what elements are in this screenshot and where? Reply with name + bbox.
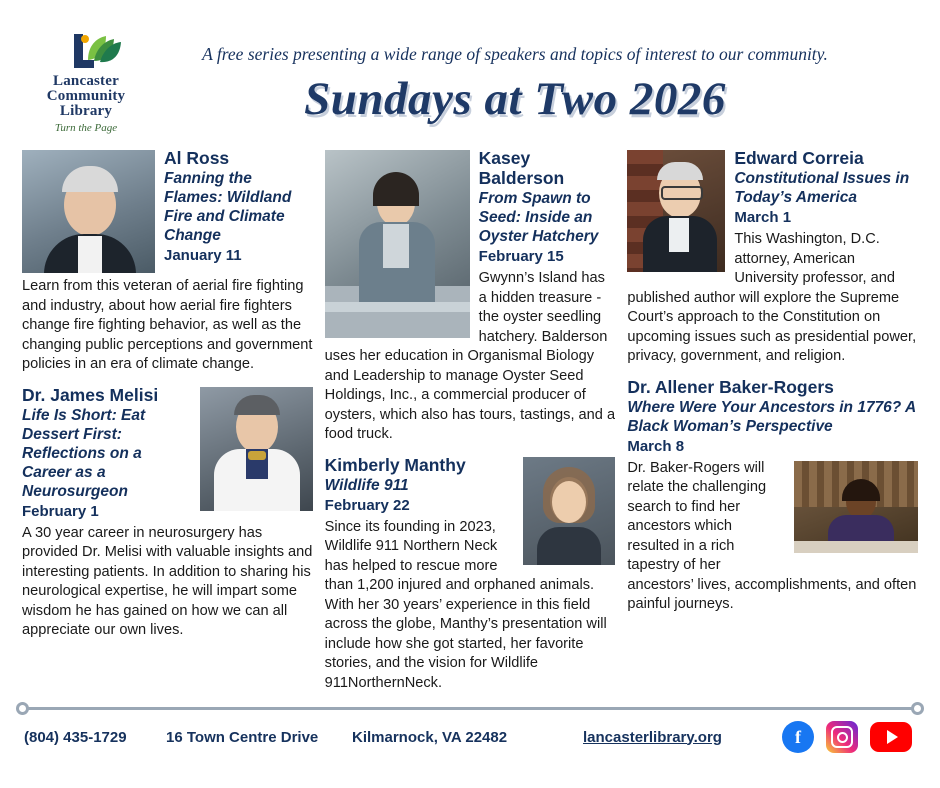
instagram-icon[interactable] [826, 721, 858, 753]
talk-description: A 30 year career in neurosurgery has provided Dr. Melisi with valuable insights and interesting patients. In addition to sharing his neurological expertise, he will impart some wisdom he has gained on how we can all appreciate our own lives. [22, 524, 313, 638]
logo-name-line1: Lancaster [53, 73, 119, 89]
talk-description: Since its founding in 2023, Wildlife 911 Northern Neck has helped to rescue more than 1,200 injured and orphaned animals. With her 30 years’ experience in this field across the globe, Manthy’s presentation will include how she got started, her favorite stories, and the vision for Wildlife 911NorthernNeck. [324, 518, 607, 691]
speaker-name: Edward Correia [734, 148, 864, 168]
talk-date: January 11 [164, 247, 242, 264]
speaker-entry-al-ross [22, 148, 313, 375]
talk-date: February 15 [478, 248, 564, 265]
photo-kasey-balderson [325, 150, 470, 338]
speaker-name: Al Ross [164, 148, 230, 168]
social-links [782, 721, 912, 753]
library-logo [26, 30, 146, 134]
speaker-entry-edward-correia [627, 148, 918, 367]
talk-title: From Spawn to Seed: Inside an Oyster Hatchery [478, 190, 599, 245]
series-tagline: A free series presenting a wide range of speakers and topics of interest to our community. [202, 44, 828, 64]
youtube-icon[interactable] [870, 722, 912, 752]
talk-description: Gwynn’s Island has a hidden treasure - the oyster seedling hatchery. Balderson uses her education in Organismal Biology and Leadership to manage Oyster Seed Holdings, Inc., a commercial producer of oysters, which also has tours, tastings, and a food truck. [324, 270, 616, 442]
logo-name-line3: Library [59, 103, 113, 119]
footer-website-link[interactable]: lancasterlibrary.org [583, 728, 722, 746]
speaker-name: Dr. Allener Baker-Rogers [627, 376, 834, 397]
logo-mark-icon [26, 30, 146, 72]
speaker-name: Kimberly Manthy [324, 454, 466, 475]
footer-dot-left [16, 702, 29, 715]
talk-description: Learn from this veteran of aerial fire fighting and industry, about how aerial fire fighters change fire fighting behavior, as well as the changing public perceptions and government policies in an era of climate change. [22, 278, 313, 372]
column-3 [621, 148, 924, 703]
talk-date: February 1 [22, 502, 99, 520]
logo-name-line2: Community [46, 88, 126, 104]
talk-title: Constitutional Issues in Today’s America [734, 170, 910, 206]
footer-dot-right [911, 702, 924, 715]
speaker-entry-allener-baker-rogers [627, 377, 918, 615]
speaker-entry-kimberly-manthy [325, 455, 616, 694]
poster-footer [0, 720, 940, 754]
photo-edward-correia [627, 150, 725, 272]
talk-title: Life Is Short: Eat Dessert First: Reflections on a Career as a Neurosurgeon [22, 406, 146, 500]
talk-date: March 8 [627, 437, 685, 455]
column-1 [16, 148, 319, 703]
facebook-icon[interactable]: f [782, 721, 814, 753]
talk-date: March 1 [734, 209, 792, 226]
footer-divider [22, 707, 918, 710]
talk-date: February 22 [324, 496, 410, 514]
photo-allener-baker-rogers [794, 461, 918, 553]
talk-title: Fanning the Flames: Wildland Fire and Climate Change [164, 170, 292, 244]
photo-al-ross [22, 150, 155, 273]
footer-phone: (804) 435-1729 [24, 728, 127, 746]
talk-title: Where Were Your Ancestors in 1776? A Black Woman’s Perspective [627, 398, 916, 435]
footer-city: Kilmarnock, VA 22482 [352, 728, 508, 746]
talk-description: Dr. Baker-Rogers will relate the challenging search to find her ancestors which resulted in a rich tapestry of her ancestors’ lives, accomplishments, and often painful journeys. [627, 459, 917, 612]
speaker-entry-kasey-balderson [325, 148, 616, 445]
speaker-name: Dr. James Melisi [22, 384, 159, 405]
photo-kimberly-manthy [523, 457, 615, 565]
speaker-columns [0, 148, 940, 703]
poster-header [0, 0, 940, 140]
talk-description: This Washington, D.C. attorney, American University professor, and published author will explore the Supreme Court’s approach to the Constitution on upcoming issues such as presidential power, privacy, government, and religion. [627, 231, 917, 364]
photo-james-melisi [200, 387, 313, 511]
speaker-entry-james-melisi [22, 385, 313, 641]
page-title: Sundays at Two 2026 [304, 73, 726, 125]
footer-address: 16 Town Centre Drive [166, 728, 319, 746]
logo-tagline: Turn the Page [54, 122, 118, 134]
column-2 [319, 148, 622, 703]
talk-title: Wildlife 911 [324, 476, 409, 494]
speaker-name: Kasey Balderson [478, 148, 565, 188]
